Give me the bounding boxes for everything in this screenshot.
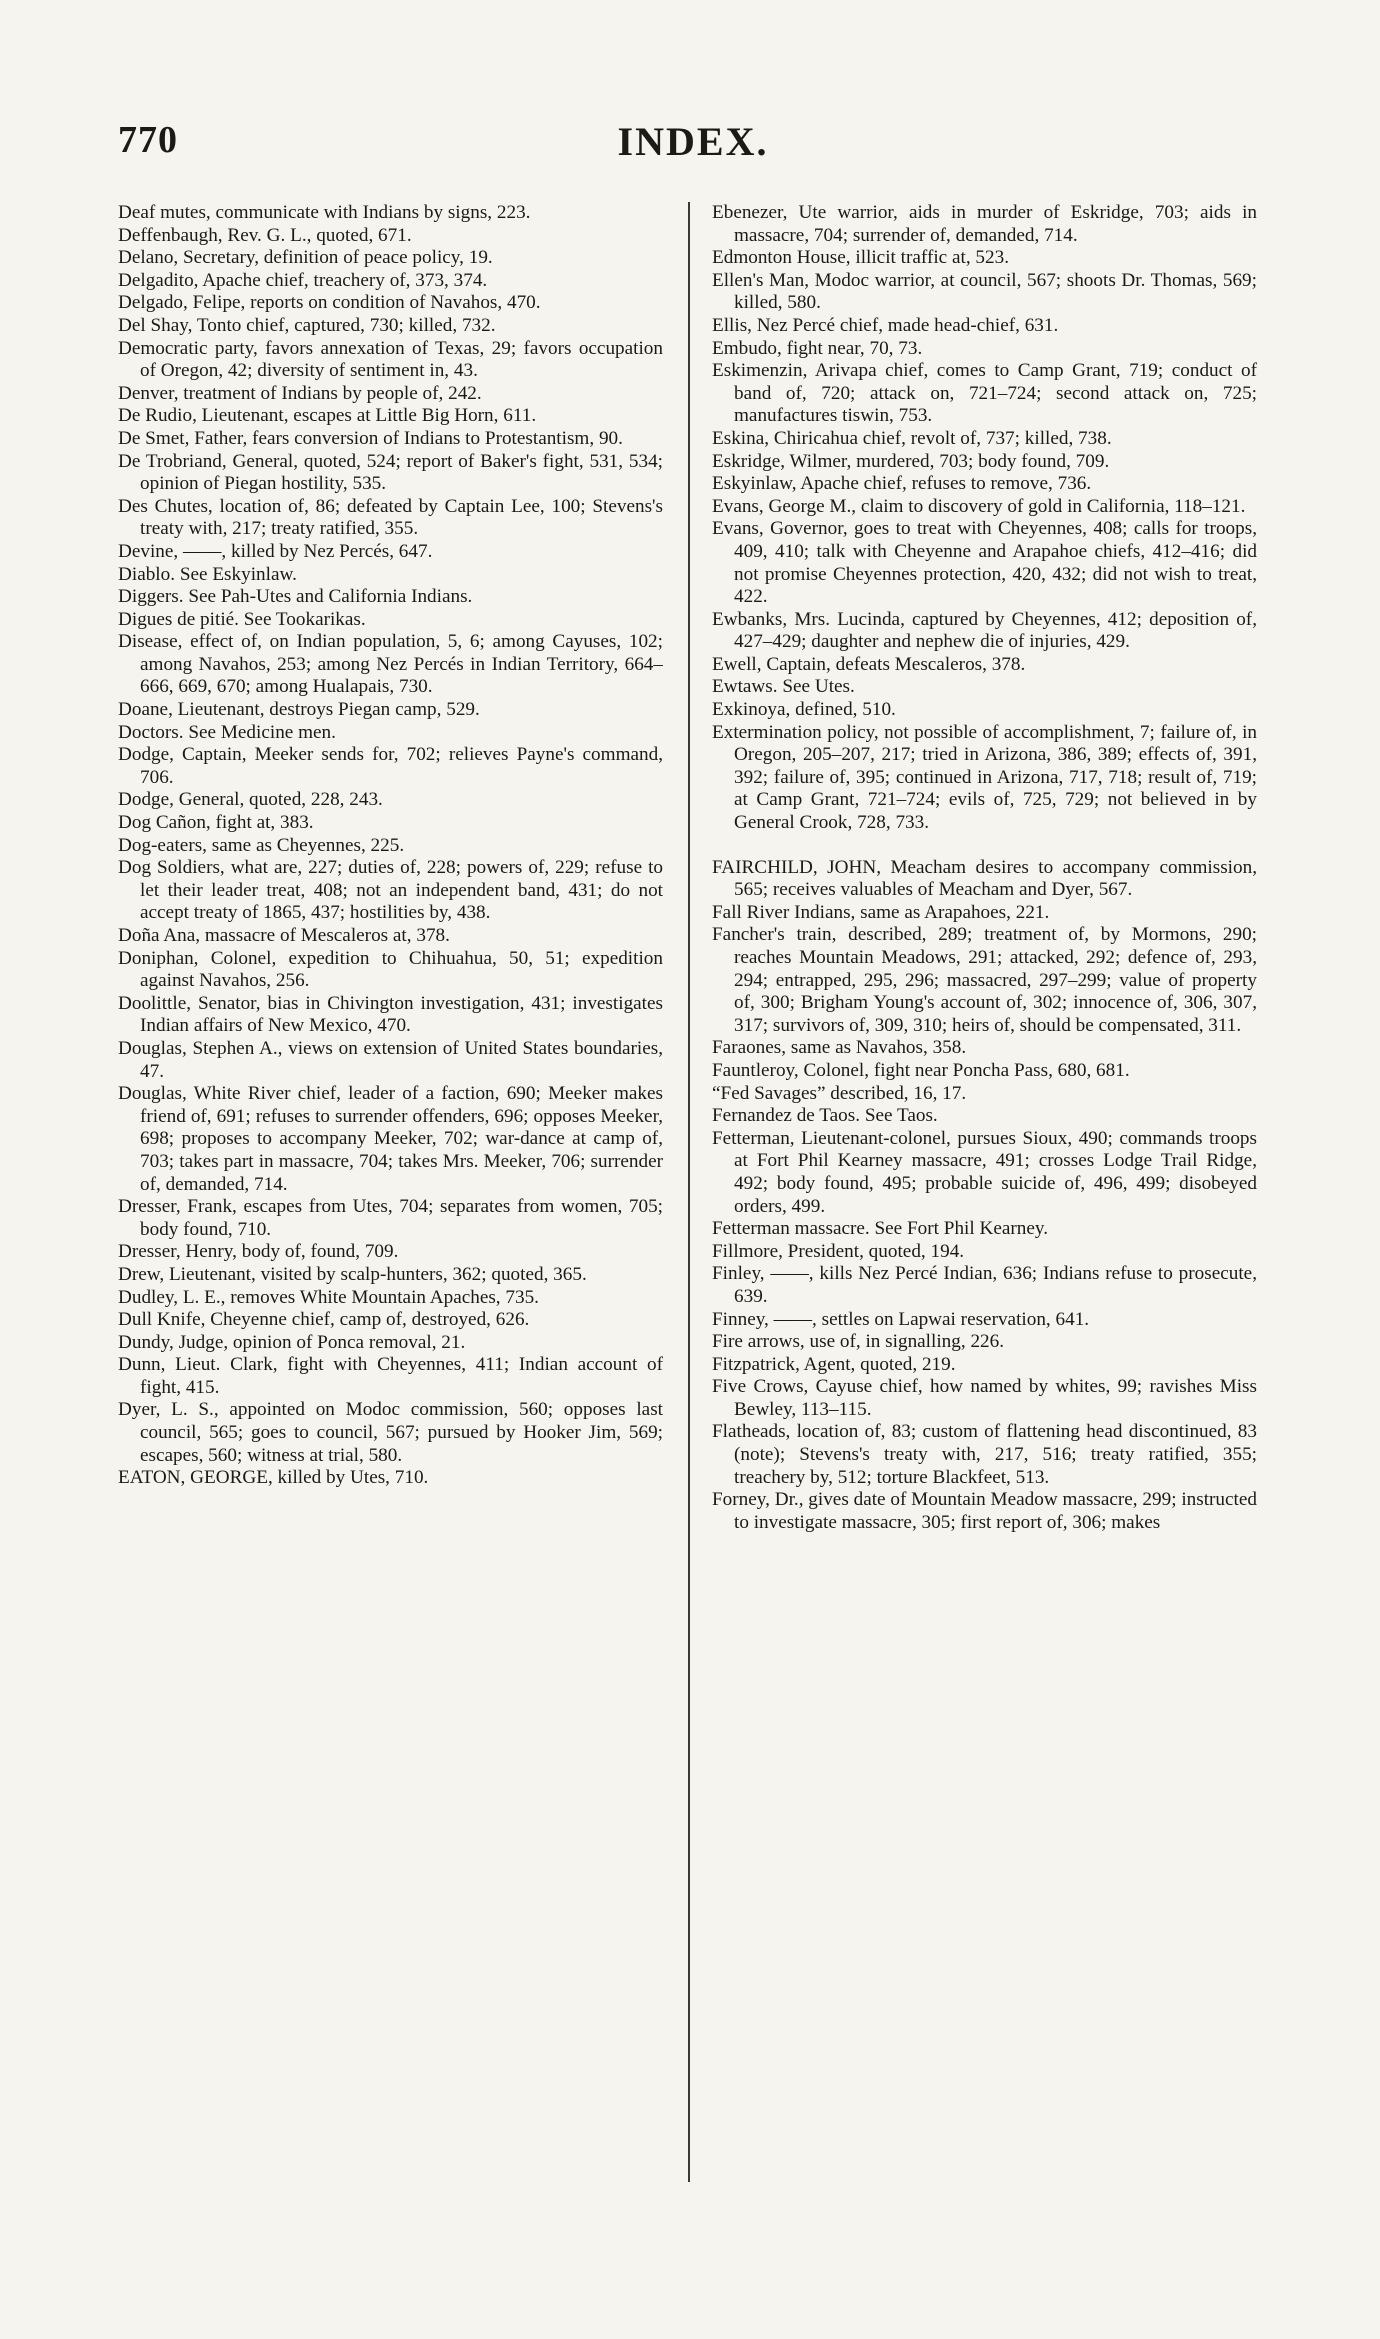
index-entry: Edmonton House, illicit traffic at, 523. bbox=[712, 247, 1009, 269]
index-entry: “Fed Savages” described, 16, 17. bbox=[712, 1082, 967, 1104]
index-entry: Diablo. See Eskyinlaw. bbox=[118, 563, 297, 585]
index-entry: Evans, Governor, goes to treat with Cheyennes, 408; calls for troops, 409, 410; talk with Cheyenne and Arapahoe chiefs, 412–416; did not promise Cheyennes protection, 420, 432; did not wish to treat, 422. bbox=[712, 518, 1257, 608]
column-divider bbox=[688, 202, 690, 2182]
index-entry: Dresser, Henry, body of, found, 709. bbox=[118, 1241, 399, 1263]
index-entry: Dundy, Judge, opinion of Ponca removal, 21. bbox=[118, 1331, 466, 1353]
index-entry: Dog Cañon, fight at, 383. bbox=[118, 812, 314, 834]
index-entry: Eskyinlaw, Apache chief, refuses to remove, 736. bbox=[712, 473, 1092, 495]
index-entry: Fernandez de Taos. See Taos. bbox=[712, 1105, 938, 1127]
index-entry: Embudo, fight near, 70, 73. bbox=[712, 337, 923, 359]
page-number: 770 bbox=[118, 119, 178, 161]
index-entry: Diggers. See Pah-Utes and California Indians. bbox=[118, 586, 473, 608]
index-entry: Delgadito, Apache chief, treachery of, 373, 374. bbox=[118, 269, 488, 291]
index-entry: Ellen's Man, Modoc warrior, at council, 567; shoots Dr. Thomas, 569; killed, 580. bbox=[712, 269, 1257, 314]
left-column bbox=[118, 202, 663, 2262]
index-entry: Finley, ——, kills Nez Percé Indian, 636; Indians refuse to prosecute, 639. bbox=[712, 1263, 1257, 1307]
index-entry: Delano, Secretary, definition of peace policy, 19. bbox=[118, 247, 493, 269]
index-entry: Fillmore, President, quoted, 194. bbox=[712, 1240, 965, 1262]
index-entry: Doña Ana, massacre of Mescaleros at, 378. bbox=[118, 925, 450, 946]
index-entry: Drew, Lieutenant, visited by scalp-hunters, 362; quoted, 365. bbox=[118, 1263, 587, 1285]
index-entry: EATON, GEORGE, killed by Utes, 710. bbox=[118, 1467, 429, 1489]
index-entry: Flatheads, location of, 83; custom of flattening head discontinued, 83 (note); Stevens's treaty with, 217, 516; treaty ratified, 355; treachery by, 512; torture Blackfeet, 513. bbox=[712, 1421, 1257, 1488]
index-entry: Devine, ——, killed by Nez Percés, 647. bbox=[118, 540, 433, 562]
index-entry: Exkinoya, defined, 510. bbox=[712, 699, 896, 721]
index-entry: Fall River Indians, same as Arapahoes, 221. bbox=[712, 901, 1050, 923]
index-entry: Doolittle, Senator, bias in Chivington investigation, 431; investigates Indian affairs of New Mexico, 470. bbox=[118, 992, 663, 1037]
index-entry: Del Shay, Tonto chief, captured, 730; killed, 732. bbox=[118, 314, 496, 336]
index-entry: FAIRCHILD, JOHN, Meacham desires to accompany commission, 565; receives valuables of Meacham and Dyer, 567. bbox=[712, 856, 1257, 901]
index-entry: Fitzpatrick, Agent, quoted, 219. bbox=[712, 1353, 956, 1375]
index-entry: Douglas, White River chief, leader of a faction, 690; Meeker makes friend of, 691; refuses to surrender offenders, 696; opposes Meeker, 698; proposes to accompany Meeker, 702; war-dance at camp of, 703; takes part in massacre, 704; takes Mrs. Meeker, 706; surrender of, demanded, 714. bbox=[118, 1083, 663, 1195]
index-entry: Doctors. See Medicine men. bbox=[118, 721, 336, 743]
index-entry: Dog-eaters, same as Cheyennes, 225. bbox=[118, 834, 405, 856]
index-entry: Extermination policy, not possible of accomplishment, 7; failure of, in Oregon, 205–207, 217; tried in Arizona, 386, 389; effects of, 391, 392; failure of, 395; continued in Arizona, 717, 718; result of, 719; at Camp Grant, 721–724; evils of, 725, 729; not believed in by General Crook, 728, 733. bbox=[712, 721, 1257, 834]
index-entry: Dull Knife, Cheyenne chief, camp of, destroyed, 626. bbox=[118, 1309, 530, 1331]
index-entry: Doane, Lieutenant, destroys Piegan camp, 529. bbox=[118, 699, 480, 721]
index-entry: Ewtaws. See Utes. bbox=[712, 676, 855, 698]
right-column bbox=[712, 202, 1257, 2262]
index-entry: Fetterman, Lieutenant-colonel, pursues Sioux, 490; commands troops at Fort Phil Kearney massacre, 491; crosses Lodge Trail Ridge, 492; body found, 495; probable suicide of, 496, 499; disobeyed orders, 499. bbox=[712, 1127, 1257, 1217]
index-entry: Dresser, Frank, escapes from Utes, 704; separates from women, 705; body found, 710. bbox=[118, 1196, 663, 1240]
index-entry: Dodge, General, quoted, 228, 243. bbox=[118, 789, 383, 811]
index-entry: Dodge, Captain, Meeker sends for, 702; relieves Payne's command, 706. bbox=[118, 744, 663, 788]
index-entry: Forney, Dr., gives date of Mountain Meadow massacre, 299; instructed to investigate massacre, 305; first report of, 306; makes bbox=[712, 1489, 1257, 1533]
index-entry: Finney, ——, settles on Lapwai reservation, 641. bbox=[712, 1308, 1090, 1330]
index-entry: Delgado, Felipe, reports on condition of Navahos, 470. bbox=[118, 292, 541, 314]
index-entry: Ellis, Nez Percé chief, made head-chief, 631. bbox=[712, 314, 1059, 336]
index-entry: Disease, effect of, on Indian population, 5, 6; among Cayuses, 102; among Navahos, 253; among Nez Percés in Indian Territory, 664–666, 669, 670; among Hualapais, 730. bbox=[118, 631, 663, 698]
page-header bbox=[118, 118, 1268, 168]
index-entry: Ewbanks, Mrs. Lucinda, captured by Cheyennes, 412; deposition of, 427–429; daughter and nephew die of injuries, 429. bbox=[712, 608, 1257, 653]
index-entry: Dudley, L. E., removes White Mountain Apaches, 735. bbox=[118, 1286, 539, 1308]
index-entry: Eskina, Chiricahua chief, revolt of, 737; killed, 738. bbox=[712, 427, 1112, 449]
index-entry: Dog Soldiers, what are, 227; duties of, 228; powers of, 229; refuse to let their leader treat, 408; not an independent band, 431; do not accept treaty of 1865, 437; hostilities by, 438. bbox=[118, 857, 663, 924]
index-entry: De Rudio, Lieutenant, escapes at Little Big Horn, 611. bbox=[118, 405, 537, 427]
index-entry: Dyer, L. S., appointed on Modoc commission, 560; opposes last council, 565; goes to council, 567; pursued by Hooker Jim, 569; escapes, 560; witness at trial, 580. bbox=[118, 1399, 663, 1466]
index-entry: Fauntleroy, Colonel, fight near Poncha Pass, 680, 681. bbox=[712, 1059, 1130, 1081]
index-entry: Ebenezer, Ute warrior, aids in murder of Eskridge, 703; aids in massacre, 704; surrender of, demanded, 714. bbox=[712, 202, 1257, 246]
index-entry: Denver, treatment of Indians by people of, 242. bbox=[118, 382, 482, 404]
index-entry: Five Crows, Cayuse chief, how named by whites, 99; ravishes Miss Bewley, 113–115. bbox=[712, 1376, 1257, 1420]
index-entry: De Smet, Father, fears conversion of Indians to Protestantism, 90. bbox=[118, 427, 623, 449]
index-entry: Eskimenzin, Arivapa chief, comes to Camp Grant, 719; conduct of band of, 720; attack on, 721–724; second attack on, 725; manufactures tiswin, 753. bbox=[712, 360, 1257, 427]
index-entry: De Trobriand, General, quoted, 524; report of Baker's fight, 531, 534; opinion of Piegan hostility, 535. bbox=[118, 450, 663, 495]
index-entry: Dunn, Lieut. Clark, fight with Cheyennes, 411; Indian account of fight, 415. bbox=[118, 1354, 663, 1398]
index-entry: Evans, George M., claim to discovery of gold in California, 118–121. bbox=[712, 495, 1246, 517]
index-entry: Democratic party, favors annexation of Texas, 29; favors occupation of Oregon, 42; diversity of sentiment in, 43. bbox=[118, 337, 663, 382]
index-entry: Faraones, same as Navahos, 358. bbox=[712, 1037, 967, 1059]
index-entry: Ewell, Captain, defeats Mescaleros, 378. bbox=[712, 653, 1026, 675]
index-entry: Digues de pitié. See Tookarikas. bbox=[118, 608, 366, 630]
index-entry: Doniphan, Colonel, expedition to Chihuahua, 50, 51; expedition against Navahos, 256. bbox=[118, 947, 663, 992]
index-entry: Fancher's train, described, 289; treatment of, by Mormons, 290; reaches Mountain Meadows, 291; attacked, 292; defence of, 293, 294; entrapped, 295, 296; massacred, 297–299; value of property of, 300; Brigham Young's account of, 302; innocence of, 306, 307, 317; survivors of, 309, 310; heirs of, should be compensated, 311. bbox=[712, 924, 1257, 1036]
index-entry: Des Chutes, location of, 86; defeated by Captain Lee, 100; Stevens's treaty with, 217; treaty ratified, 355. bbox=[118, 495, 663, 540]
page-title: INDEX. bbox=[617, 119, 769, 164]
index-entry: Fire arrows, use of, in signalling, 226. bbox=[712, 1331, 1005, 1353]
index-entry: Douglas, Stephen A., views on extension of United States boundaries, 47. bbox=[118, 1037, 663, 1082]
index-entry: Deffenbaugh, Rev. G. L., quoted, 671. bbox=[118, 224, 412, 246]
index-entry: Eskridge, Wilmer, murdered, 703; body found, 709. bbox=[712, 450, 1110, 472]
index-entry: Deaf mutes, communicate with Indians by signs, 223. bbox=[118, 202, 531, 223]
index-entry: Fetterman massacre. See Fort Phil Kearney. bbox=[712, 1218, 1049, 1240]
